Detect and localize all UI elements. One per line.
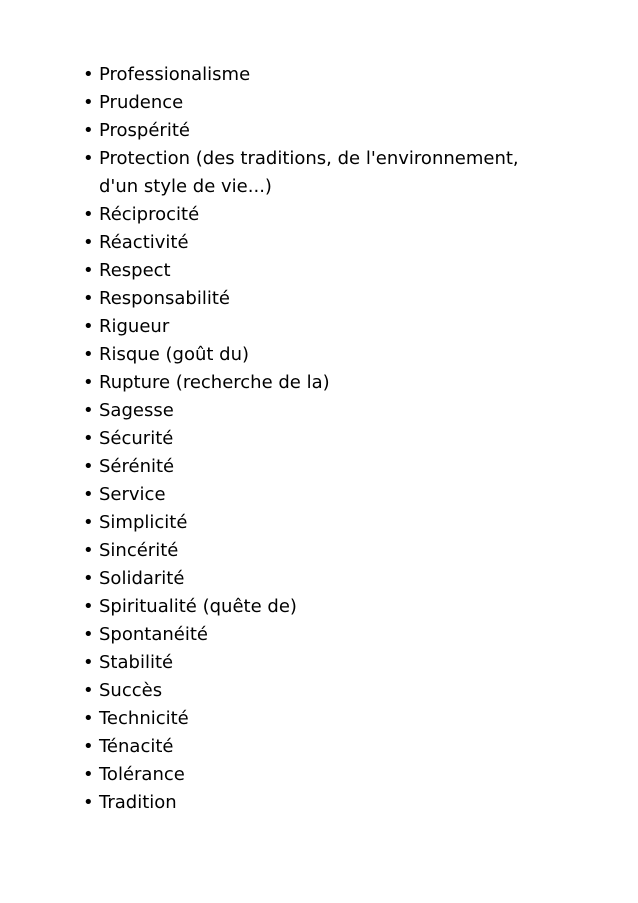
bullet-icon: • [83, 540, 94, 561]
bullet-icon: • [83, 428, 94, 449]
bullet-icon: • [83, 736, 94, 757]
list-item [83, 565, 583, 593]
list-item [83, 677, 583, 705]
bullet-icon: • [83, 260, 94, 281]
list-item [83, 453, 583, 481]
list-item [83, 425, 583, 453]
list-item [83, 285, 583, 313]
bullet-icon: • [83, 120, 94, 141]
bullet-icon: • [83, 456, 94, 477]
list-item-text: Rigueur [99, 316, 170, 337]
bullet-icon: • [83, 512, 94, 533]
list-item [83, 89, 583, 117]
list-item [83, 369, 583, 397]
bullet-icon: • [83, 484, 94, 505]
bullet-icon: • [83, 372, 94, 393]
list-item-text: Spontanéité [99, 624, 208, 645]
list-item [83, 621, 583, 649]
list-item-text: Prudence [99, 92, 184, 113]
list-item-text: Ténacité [99, 736, 174, 757]
list-item-text: Technicité [99, 708, 189, 729]
list-item [83, 649, 583, 677]
bullet-icon: • [83, 288, 94, 309]
bullet-icon: • [83, 624, 94, 645]
bullet-icon: • [83, 344, 94, 365]
values-list [83, 61, 583, 817]
list-item [83, 537, 583, 565]
bullet-icon: • [83, 568, 94, 589]
list-item-text: Sérénité [99, 456, 175, 477]
list-item-text: Spiritualité (quête de) [99, 596, 297, 617]
list-item [83, 229, 583, 257]
bullet-icon: • [83, 596, 94, 617]
bullet-icon: • [83, 764, 94, 785]
list-item [83, 761, 583, 789]
bullet-icon: • [83, 708, 94, 729]
list-item-text: Sincérité [99, 540, 179, 561]
list-item-text: Rupture (recherche de la) [99, 372, 330, 393]
list-item-text: Protection (des traditions, de l'environnement, d'un style de vie...) [99, 148, 519, 197]
list-item [83, 481, 583, 509]
list-item [83, 257, 583, 285]
list-item-text: Stabilité [99, 652, 174, 673]
list-item [83, 145, 583, 201]
list-item-text: Réciprocité [99, 204, 200, 225]
list-item [83, 117, 583, 145]
bullet-icon: • [83, 316, 94, 337]
list-item [83, 397, 583, 425]
bullet-icon: • [83, 652, 94, 673]
bullet-icon: • [83, 792, 94, 813]
list-item [83, 201, 583, 229]
list-item [83, 509, 583, 537]
bullet-icon: • [83, 680, 94, 701]
bullet-icon: • [83, 148, 94, 169]
bullet-icon: • [83, 232, 94, 253]
list-item [83, 61, 583, 89]
list-item-text: Sécurité [99, 428, 174, 449]
list-item-text: Responsabilité [99, 288, 230, 309]
bullet-icon: • [83, 92, 94, 113]
list-item [83, 733, 583, 761]
list-item-text: Risque (goût du) [99, 344, 250, 365]
list-item-text: Solidarité [99, 568, 185, 589]
list-item [83, 705, 583, 733]
list-item-text: Tradition [99, 792, 177, 813]
list-item-text: Service [99, 484, 166, 505]
bullet-icon: • [83, 204, 94, 225]
list-item-text: Professionalisme [99, 64, 251, 85]
list-item [83, 789, 583, 817]
list-item-text: Simplicité [99, 512, 188, 533]
list-item-text: Tolérance [99, 764, 185, 785]
bullet-icon: • [83, 400, 94, 421]
list-item-text: Prospérité [99, 120, 190, 141]
list-item-text: Réactivité [99, 232, 189, 253]
list-item [83, 593, 583, 621]
bullet-icon: • [83, 64, 94, 85]
list-item-text: Respect [99, 260, 171, 281]
list-item [83, 341, 583, 369]
list-item-text: Succès [99, 680, 163, 701]
list-item [83, 313, 583, 341]
list-item-text: Sagesse [99, 400, 174, 421]
